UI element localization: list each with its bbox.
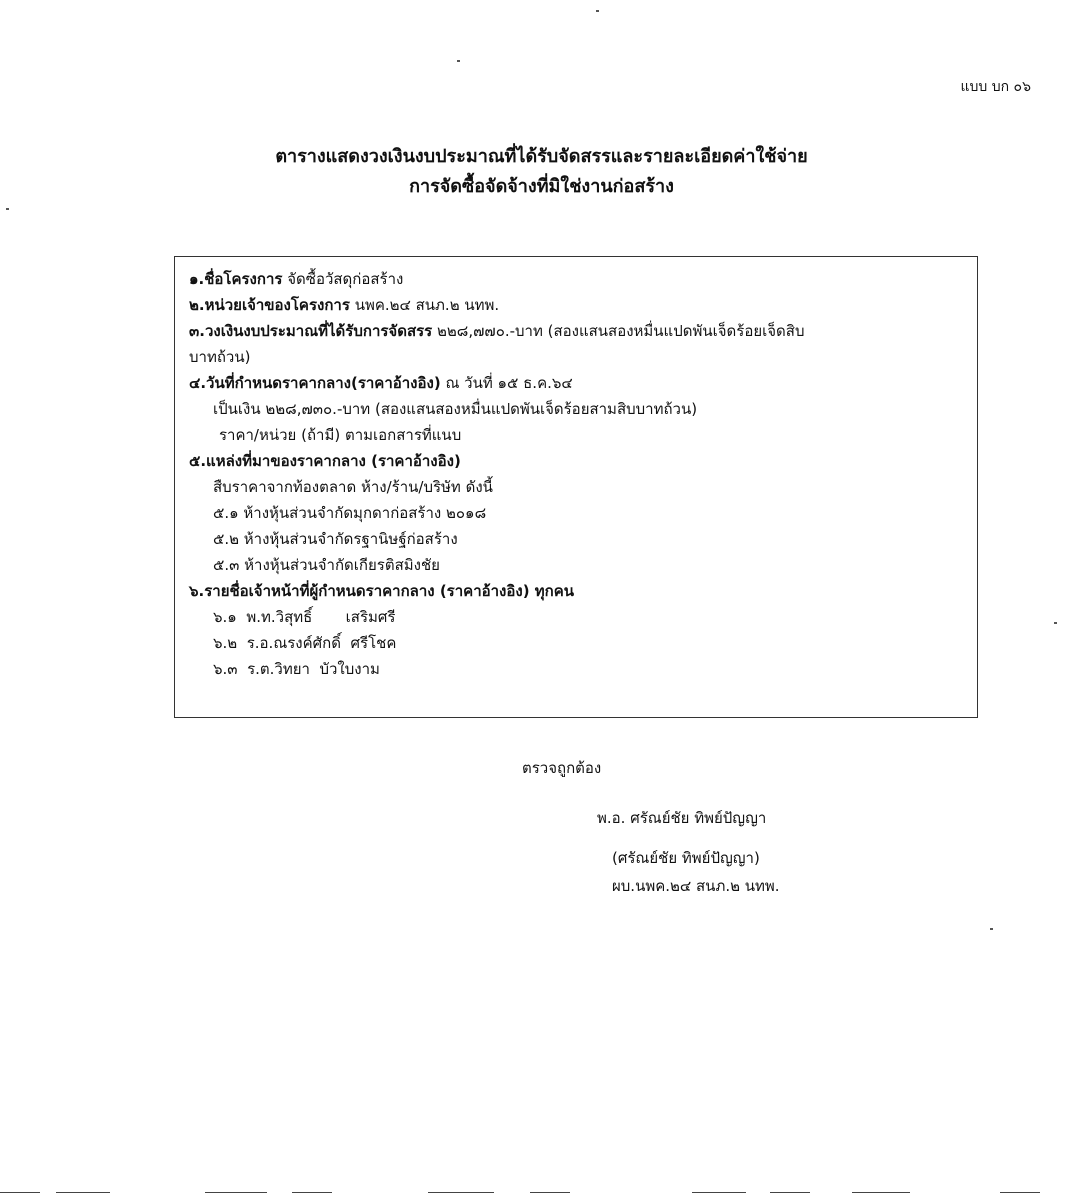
scan-edge (692, 1192, 746, 1193)
details-box (174, 256, 978, 718)
scan-edge (0, 1192, 40, 1193)
scan-edge (205, 1192, 267, 1193)
officer-item: ๖.๓ ร.ต.วิทยา บัวใบงาม (213, 660, 380, 678)
source-item: ๕.๑ ห้างหุ้นส่วนจำกัดมุกดาก่อสร้าง ๒๐๑๘ (213, 504, 487, 522)
position-text: ผบ.นพค.๒๔ สนภ.๒ นทพ. (612, 877, 780, 895)
scan-speck (6, 208, 9, 210)
source-intro: สืบราคาจากท้องตลาด ห้าง/ร้าน/บริษัท ดังนี้ (213, 478, 493, 496)
project-row (189, 267, 403, 291)
budget-continuation: บาทถ้วน) (189, 348, 251, 366)
scan-edge (770, 1192, 810, 1193)
project-label: ๑.ชื่อโครงการ (189, 270, 283, 288)
officer-item: ๖.๑ พ.ท.วิสุทธิ์ เสริมศรี (213, 608, 396, 626)
source-item: ๕.๓ ห้างหุ้นส่วนจำกัดเกียรติสมิงชัย (213, 556, 440, 574)
signed-name: พ.อ. ศรัณย์ชัย ทิพย์ปัญญา (597, 809, 767, 827)
scan-edge (292, 1192, 332, 1193)
unit-price-text: ราคา/หน่วย (ถ้ามี) ตามเอกสารที่แนบ (219, 426, 462, 444)
officer-item: ๖.๒ ร.อ.ณรงค์ศักดิ์ ศรีโชค (213, 634, 397, 652)
officers-label: ๖.รายชื่อเจ้าหน้าที่ผู้กำหนดราคากลาง (ราคาอ้างอิง) ทุกคน (189, 582, 575, 600)
refdate-row (189, 371, 573, 395)
scan-speck (1054, 622, 1057, 624)
refdate-value: ณ วันที่ ๑๕ ธ.ค.๖๔ (445, 374, 573, 392)
budget-value: ๒๒๘,๗๗๐.-บาท (สองแสนสองหมื่นแปดพันเจ็ดร้อยเจ็ดสิบ (437, 322, 805, 340)
scan-edge (1000, 1192, 1040, 1193)
amount-text: เป็นเงิน ๒๒๘,๗๓๐.-บาท (สองแสนสองหมื่นแปดพันเจ็ดร้อยสามสิบบาทถ้วน) (213, 400, 698, 418)
scan-speck (596, 10, 599, 12)
scan-edge (56, 1192, 110, 1193)
scan-edge (428, 1192, 494, 1193)
owner-label: ๒.หน่วยเจ้าของโครงการ (189, 296, 350, 314)
refdate-label: ๔.วันที่กำหนดราคากลาง(ราคาอ้างอิง) (189, 374, 441, 392)
form-code: แบบ บก ๐๖ (960, 79, 1031, 95)
scan-edge (852, 1192, 910, 1193)
document-title (0, 142, 1083, 202)
budget-label: ๓.วงเงินงบประมาณที่ได้รับการจัดสรร (189, 322, 433, 340)
owner-row (189, 293, 499, 317)
verified-text: ตรวจถูกต้อง (522, 759, 602, 777)
budget-row (189, 319, 804, 343)
title-line-2: การจัดซื้อจัดจ้างที่มิใช่งานก่อสร้าง (409, 176, 674, 197)
source-label: ๕.แหล่งที่มาของราคากลาง (ราคาอ้างอิง) (189, 452, 461, 470)
source-item: ๕.๒ ห้างหุ้นส่วนจำกัดรฐานิษฐ์ก่อสร้าง (213, 530, 458, 548)
owner-value: นพค.๒๔ สนภ.๒ นทพ. (354, 296, 500, 314)
title-line-1: ตารางแสดงวงเงินงบประมาณที่ได้รับจัดสรรและรายละเอียดค่าใช้จ่าย (275, 146, 808, 167)
scan-speck (457, 60, 460, 62)
project-value: จัดซื้อวัสดุก่อสร้าง (287, 270, 404, 288)
printed-name: (ศรัณย์ชัย ทิพย์ปัญญา) (612, 849, 760, 867)
scan-edge (530, 1192, 570, 1193)
scan-speck (990, 928, 993, 930)
